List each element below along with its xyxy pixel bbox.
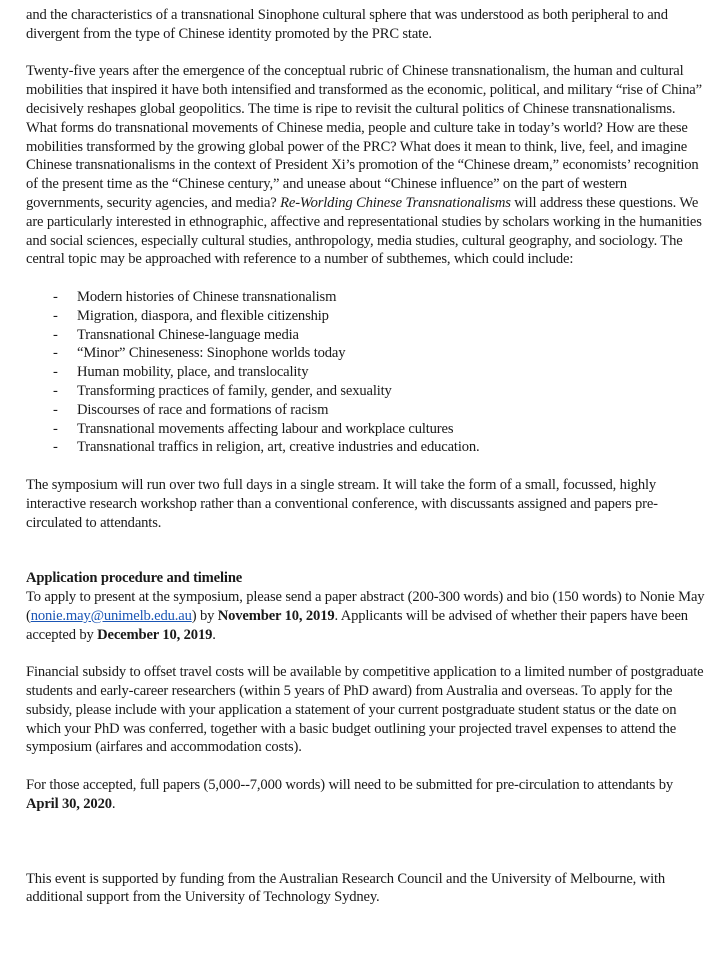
paragraph-text: For those accepted, full papers (5,000--7,000 words) will need to be submitted for pre-circulation to attendants by [26, 777, 673, 794]
subtheme-label: Transnational Chinese-language media [77, 326, 299, 343]
list-item [26, 363, 706, 382]
bullet-dash: - [53, 420, 58, 437]
bullet-dash: - [53, 382, 58, 399]
acceptance-deadline: December 10, 2019 [97, 626, 213, 643]
intro-continuation-paragraph: and the characteristics of a transnational Sinophone cultural sphere that was understood as both peripheral to and divergent from the type of Chinese identity promoted by the PRC state. [26, 7, 668, 42]
funding-paragraph: This event is supported by funding from the Australian Research Council and the University of Melbourne, with additional support from the University of Technology Sydney. [26, 870, 666, 906]
bullet-dash: - [53, 307, 58, 324]
subsidy-paragraph: Financial subsidy to offset travel costs will be available by competitive application to a limited number of postgraduate students and early-career researchers (within 5 years of PhD award) from Australia and overseas. To apply for the subsidy, please include with your application a statement of your current postgraduate student status or the date on which your PhD was conferred, together with a basic budget outlining your projected travel expenses to attend the symposium (airfares and accommodation costs). [26, 664, 704, 756]
document-page [26, 6, 706, 907]
research-questions-paragraph [26, 62, 706, 269]
list-item [26, 326, 706, 345]
bullet-dash: - [53, 401, 58, 418]
subthemes-list [26, 288, 706, 457]
list-item [26, 288, 706, 307]
list-item [26, 307, 706, 326]
bullet-dash: - [53, 364, 58, 381]
list-item [26, 382, 706, 401]
abstract-deadline: November 10, 2019 [217, 607, 335, 624]
spacer [26, 814, 706, 870]
subtheme-label: Transforming practices of family, gender, and sexuality [77, 382, 392, 399]
subtheme-label: Discourses of race and formations of racism [77, 401, 329, 418]
list-item [26, 401, 706, 420]
bullet-dash: - [53, 326, 58, 343]
full-paper-deadline: April 30, 2020 [26, 795, 112, 812]
subtheme-label: Transnational traffics in religion, art, creative industries and education. [77, 439, 480, 456]
paragraph-text: ) by [191, 607, 218, 624]
subtheme-label: Modern histories of Chinese transnationalism [77, 288, 337, 305]
email-link[interactable]: nonie.may@unimelb.edu.au [30, 607, 192, 624]
subtheme-label: “Minor” Chineseness: Sinophone worlds today [77, 345, 346, 362]
symposium-title: Re-Worlding Chinese Transnationalisms [280, 194, 511, 211]
full-papers-paragraph [26, 776, 706, 814]
paragraph-text: Twenty-five years after the emergence of the conceptual rubric of Chinese transnationalism, the human and cultural mobilities that inspired it have both intensified and transformed as the economic, political, and military “rise of China” decisively reshapes global geopolitics. The time is ripe to revisit the cultural politics of Chinese transnationalisms. What forms do transnational movements of Chinese media, people and culture take in today’s world? How are these mobilities transformed by the growing global power of the PRC? What does it mean to think, live, feel, and imagine Chinese transnationalisms in the context of President Xi’s promotion of the “Chinese dream,” economists’ recognition of the present time as the “Chinese century,” and unease about “Chinese influence” on the part of western governments, security agencies, and media? [26, 63, 702, 211]
list-item [26, 438, 706, 457]
bullet-dash: - [53, 439, 58, 456]
subtheme-label: Human mobility, place, and translocality [77, 364, 309, 381]
bullet-dash: - [53, 288, 58, 305]
subtheme-label: Transnational movements affecting labour and workplace cultures [77, 420, 454, 437]
list-item [26, 344, 706, 363]
symposium-format-paragraph: The symposium will run over two full days in a single stream. It will take the form of a small, focussed, highly interactive research workshop rather than a conventional conference, with discussants assigned and papers pre-circulated to attendants. [26, 476, 658, 531]
bullet-dash: - [53, 345, 58, 362]
paragraph-text: . [111, 795, 116, 812]
list-item [26, 420, 706, 439]
application-paragraph [26, 588, 706, 644]
spacer [26, 532, 706, 569]
subtheme-label: Migration, diaspora, and flexible citizenship [77, 307, 329, 324]
paragraph-text: To apply to present at the symposium, please send a paper abstract (200-300 words) and bio (150 words) to Nonie May ( [26, 589, 705, 624]
application-heading: Application procedure and timeline [26, 570, 243, 587]
paragraph-text: will address these questions. We are particularly interested in ethnographic, affective and representational studies by scholars working in the humanities and social sciences, especially cultural studies, anthropology, media studies, cultural geography, and sociology. The central topic may be approached with reference to a number of subthemes, which could include: [26, 194, 702, 268]
paragraph-text: . Applicants will be advised of whether their papers have been accepted by [26, 607, 688, 643]
paragraph-text: . [212, 626, 216, 643]
